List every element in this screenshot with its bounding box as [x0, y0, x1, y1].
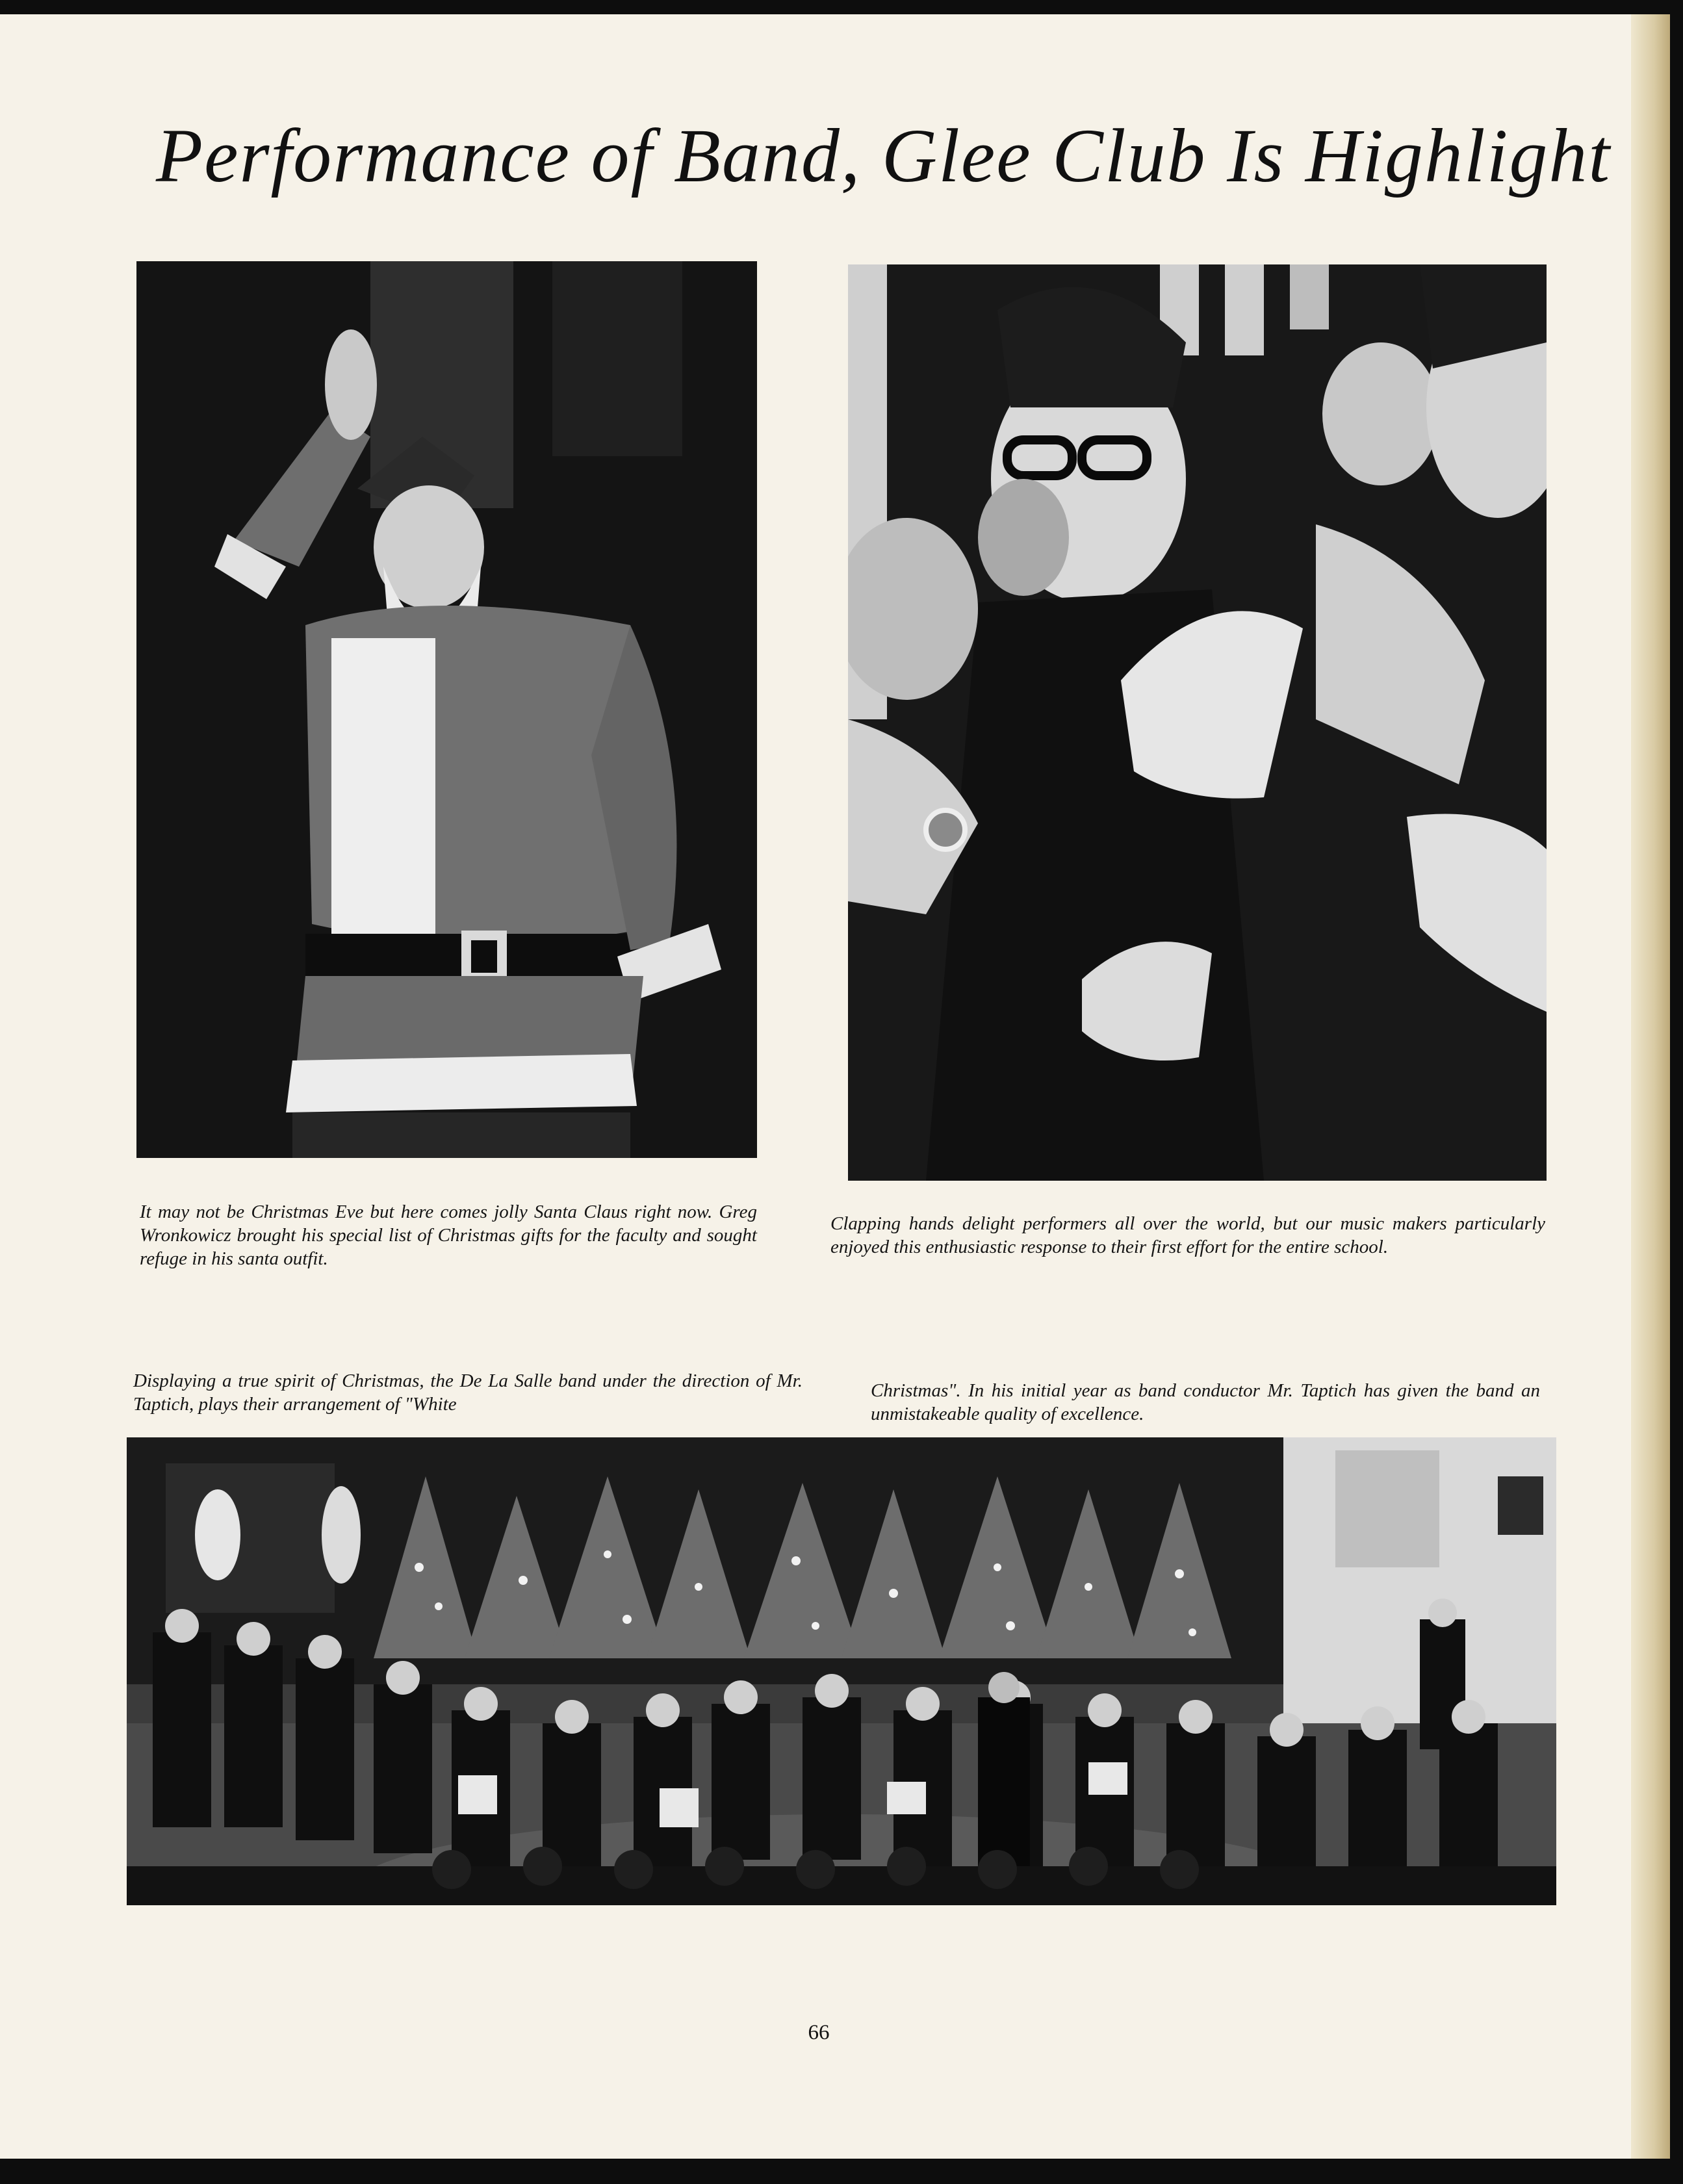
audience-photo-image — [848, 264, 1547, 1181]
audience-photo — [848, 264, 1547, 1181]
band-photo-caption-right: Christmas". In his initial year as band conductor Mr. Taptich has given the band an unmistakeable quality of excellence. — [871, 1380, 1540, 1424]
band-photo-image — [127, 1437, 1556, 1905]
band-photo — [127, 1437, 1556, 1905]
band-photo-caption-left: Displaying a true spirit of Christmas, the De La Salle band under the direction of Mr. Taptich, plays their arrangement of "White — [133, 1370, 803, 1415]
page-title: Performance of Band, Glee Club Is Highlight — [156, 113, 1612, 198]
audience-photo-caption: Clapping hands delight performers all over the world, but our music makers particularly enjoyed this enthusiastic response to their first effort for the entire school. — [830, 1213, 1545, 1257]
santa-photo — [136, 261, 757, 1158]
yearbook-page — [0, 14, 1670, 2159]
santa-photo-image — [136, 261, 757, 1158]
page-edge-stain — [1631, 14, 1670, 2159]
page-number: 66 — [808, 2021, 830, 2044]
santa-photo-caption: It may not be Christmas Eve but here comes jolly Santa Claus right now. Greg Wronkowicz brought his special list of Christmas gifts for the faculty and sought refuge in his santa outfit. — [140, 1201, 757, 1269]
